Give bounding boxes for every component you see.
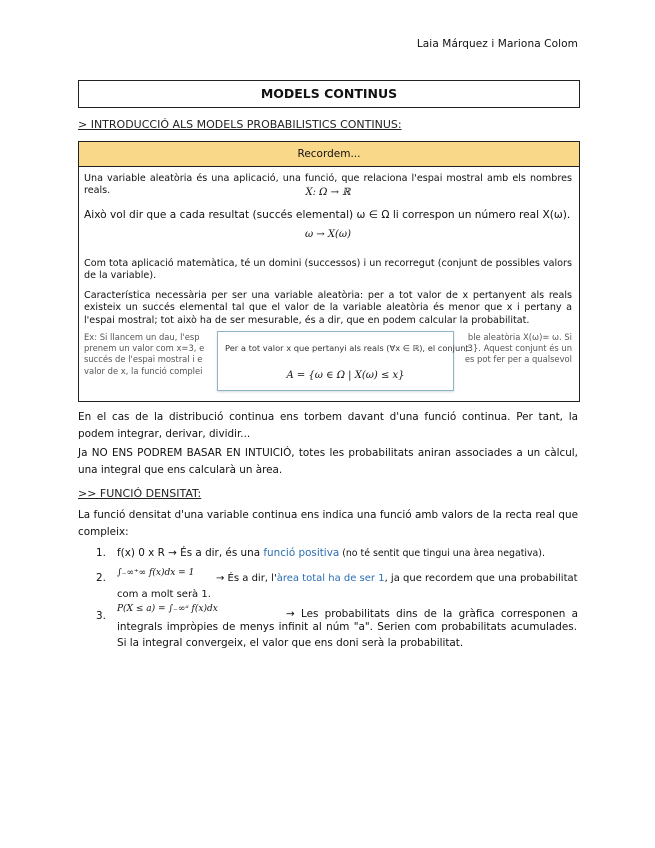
tooltip-formula: A = {ω ∈ Ω | X(ω) ≤ x} [286, 370, 405, 381]
paragraph-intuition: Ja NO ENS PODREM BASAR EN INTUICIÓ, totes les probabilitats aniran associades a un càlcul, una integral que ens calcularà un àrea. [78, 447, 578, 476]
recordem-paragraph-1: Una variable aleatòria és una aplicació, una funció, que relaciona l'espai mostral amb els nombres reals. [84, 173, 572, 197]
recordem-paragraph-2: Això vol dir que a cada resultat (succés elemental) ω ∈ Ω li correspon un número real X(ω). [84, 209, 571, 221]
tooltip-text: Per a tot valor x que pertanyi als reals (∀x ∈ ℝ), el conjunt: [225, 343, 472, 353]
list-item [117, 545, 582, 562]
example-line: prenem un valor com x=3, e [84, 343, 205, 354]
paragraph-continuous: En el cas de la distribució continua ens torbem davant d'una funció continua. Per tant, la podem integrar, derivar, dividir... [78, 411, 578, 440]
list-item [216, 570, 581, 587]
page-title: MODELS CONTINUS [78, 80, 580, 108]
recordem-paragraph-4: Característica necessària per ser una variable aleatòria: per a tot valor de x pertanyent als reals existeix un succés elemental tal que el valor de la variable aleatòria és menor que x i pertany a l'espai mostral; tot això ha de ser mesurable, és a dir, que en podem calcular la probabilitat. [84, 290, 572, 326]
example-text-left [84, 332, 219, 377]
math-mapping-2: ω → X(ω) [305, 229, 351, 240]
author-header: Laia Márquez i Mariona Colom [416, 38, 578, 50]
paragraph-density: La funció densitat d'una variable continua ens indica una funció amb valors de la recta real que compleix: [78, 509, 578, 538]
list-number: 2. [96, 572, 106, 584]
list-number: 3. [96, 610, 106, 622]
example-line: es pot fer per a qualsevol [464, 354, 572, 365]
highlight-link: àrea total ha de ser 1 [276, 573, 385, 584]
list-number: 1. [96, 547, 106, 559]
list-text: → És a dir, és una [164, 547, 264, 559]
list-text-continued: integrals impròpies de menys infinit al núm "a". Serien com probabilitats acumulades. Si la integral convergeix, el valor que ens doni serà la probabilitat. [117, 621, 577, 649]
recordem-paragraph-3: Com tota aplicació matemàtica, té un domini (successos) i un recorregut (conjunt de possibles valors de la variable). [84, 258, 572, 282]
recordem-header: Recordem... [79, 142, 579, 167]
formula-positive: f(x) 0 x R [117, 547, 165, 559]
example-text-right [454, 332, 572, 366]
example-line: ,3}. Aquest conjunt és un [464, 343, 572, 354]
list-text-continued: com a molt serà 1. [117, 589, 211, 600]
list-text: → Les probabilitats dins de la gràfica corresponen a [286, 608, 578, 620]
formula-integral-total: ∫₋∞⁺∞ f(x)dx = 1 [117, 568, 195, 578]
example-line: valor de x, la funció complei [84, 365, 203, 376]
highlight-link: funció positiva [263, 547, 340, 559]
formula-cumulative: P(X ≤ a) = ∫₋∞ᵃ f(x)dx [117, 604, 218, 614]
example-line: succés de l'espai mostral i e [84, 354, 203, 365]
definition-tooltip [217, 331, 472, 391]
list-text: (no té sentit que tingui una àrea negativa). [339, 548, 545, 559]
section-heading-density: >> FUNCIÓ DENSITAT: [78, 487, 202, 500]
section-heading-intro: > INTRODUCCIÓ ALS MODELS PROBABILISTICS CONTINUS: [78, 118, 402, 131]
list-text: , ja que recordem que una probabilitat [384, 573, 578, 584]
math-mapping-1: X: Ω → ℝ [305, 187, 351, 198]
list-text: → És a dir, l' [216, 573, 277, 584]
example-line: ble aleatòria X(ω)= ω. Si [467, 332, 572, 342]
example-line: Ex: Si llancem un dau, l'esp [84, 332, 200, 342]
